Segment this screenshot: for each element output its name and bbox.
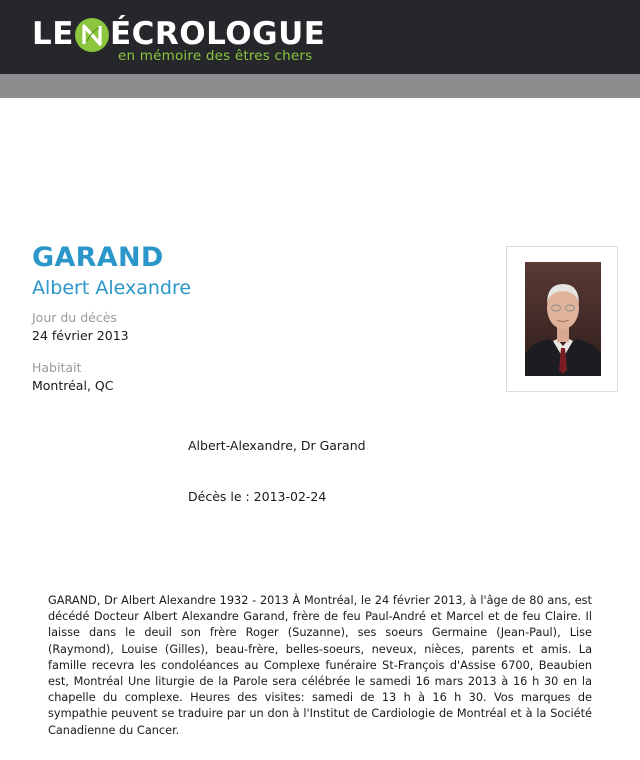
n-leaf-logo-icon	[74, 17, 110, 53]
logo-le-text: LE	[32, 16, 74, 52]
logo-tagline: en mémoire des êtres chers	[118, 48, 313, 64]
residence-value: Montréal, QC	[32, 378, 114, 393]
portrait-photo	[525, 262, 601, 376]
deceased-last-name: GARAND	[32, 242, 164, 273]
logo-necrologue-text: ÉCROLOGUE	[110, 16, 326, 52]
header-stripe	[0, 74, 640, 98]
site-logo[interactable]	[32, 12, 352, 72]
death-date-value: 24 février 2013	[32, 328, 129, 343]
site-header	[0, 0, 640, 74]
full-name-line: Albert-Alexandre, Dr Garand	[188, 438, 366, 453]
death-date-label: Jour du décès	[32, 310, 117, 325]
death-date-line: Décès le : 2013-02-24	[188, 489, 327, 504]
deceased-first-name: Albert Alexandre	[32, 277, 192, 299]
residence-label: Habitait	[32, 360, 82, 375]
portrait-frame	[506, 246, 618, 392]
obituary-text: GARAND, Dr Albert Alexandre 1932 - 2013 À Montréal, le 24 février 2013, à l'âge de 80 ans, est décédé Docteur Albert Alexandre Garand, frère de feu Paul-André et Marcel et de feu Claire. Il laisse dans le deuil son frère Roger (Suzanne), ses soeurs Germaine (Jean-Paul), Lise (Raymond), Louise (Gilles), beau-frère, belles-soeurs, neveux, nièces, parents et amis. La famille recevra les condoléances au Complexe funéraire St-François d'Assise 6700, Beaubien est, Montréal Une liturgie de la Parole sera célébrée le samedi 16 mars 2013 à 16 h 30 en la chapelle du complexe. Heures des visites: samedi de 13 h à 16 h 30. Vos marques de sympathie peuvent se traduire par un don à l'Institut de Cardiologie de Montréal et à la Société Canadienne du Cancer.	[48, 594, 592, 737]
